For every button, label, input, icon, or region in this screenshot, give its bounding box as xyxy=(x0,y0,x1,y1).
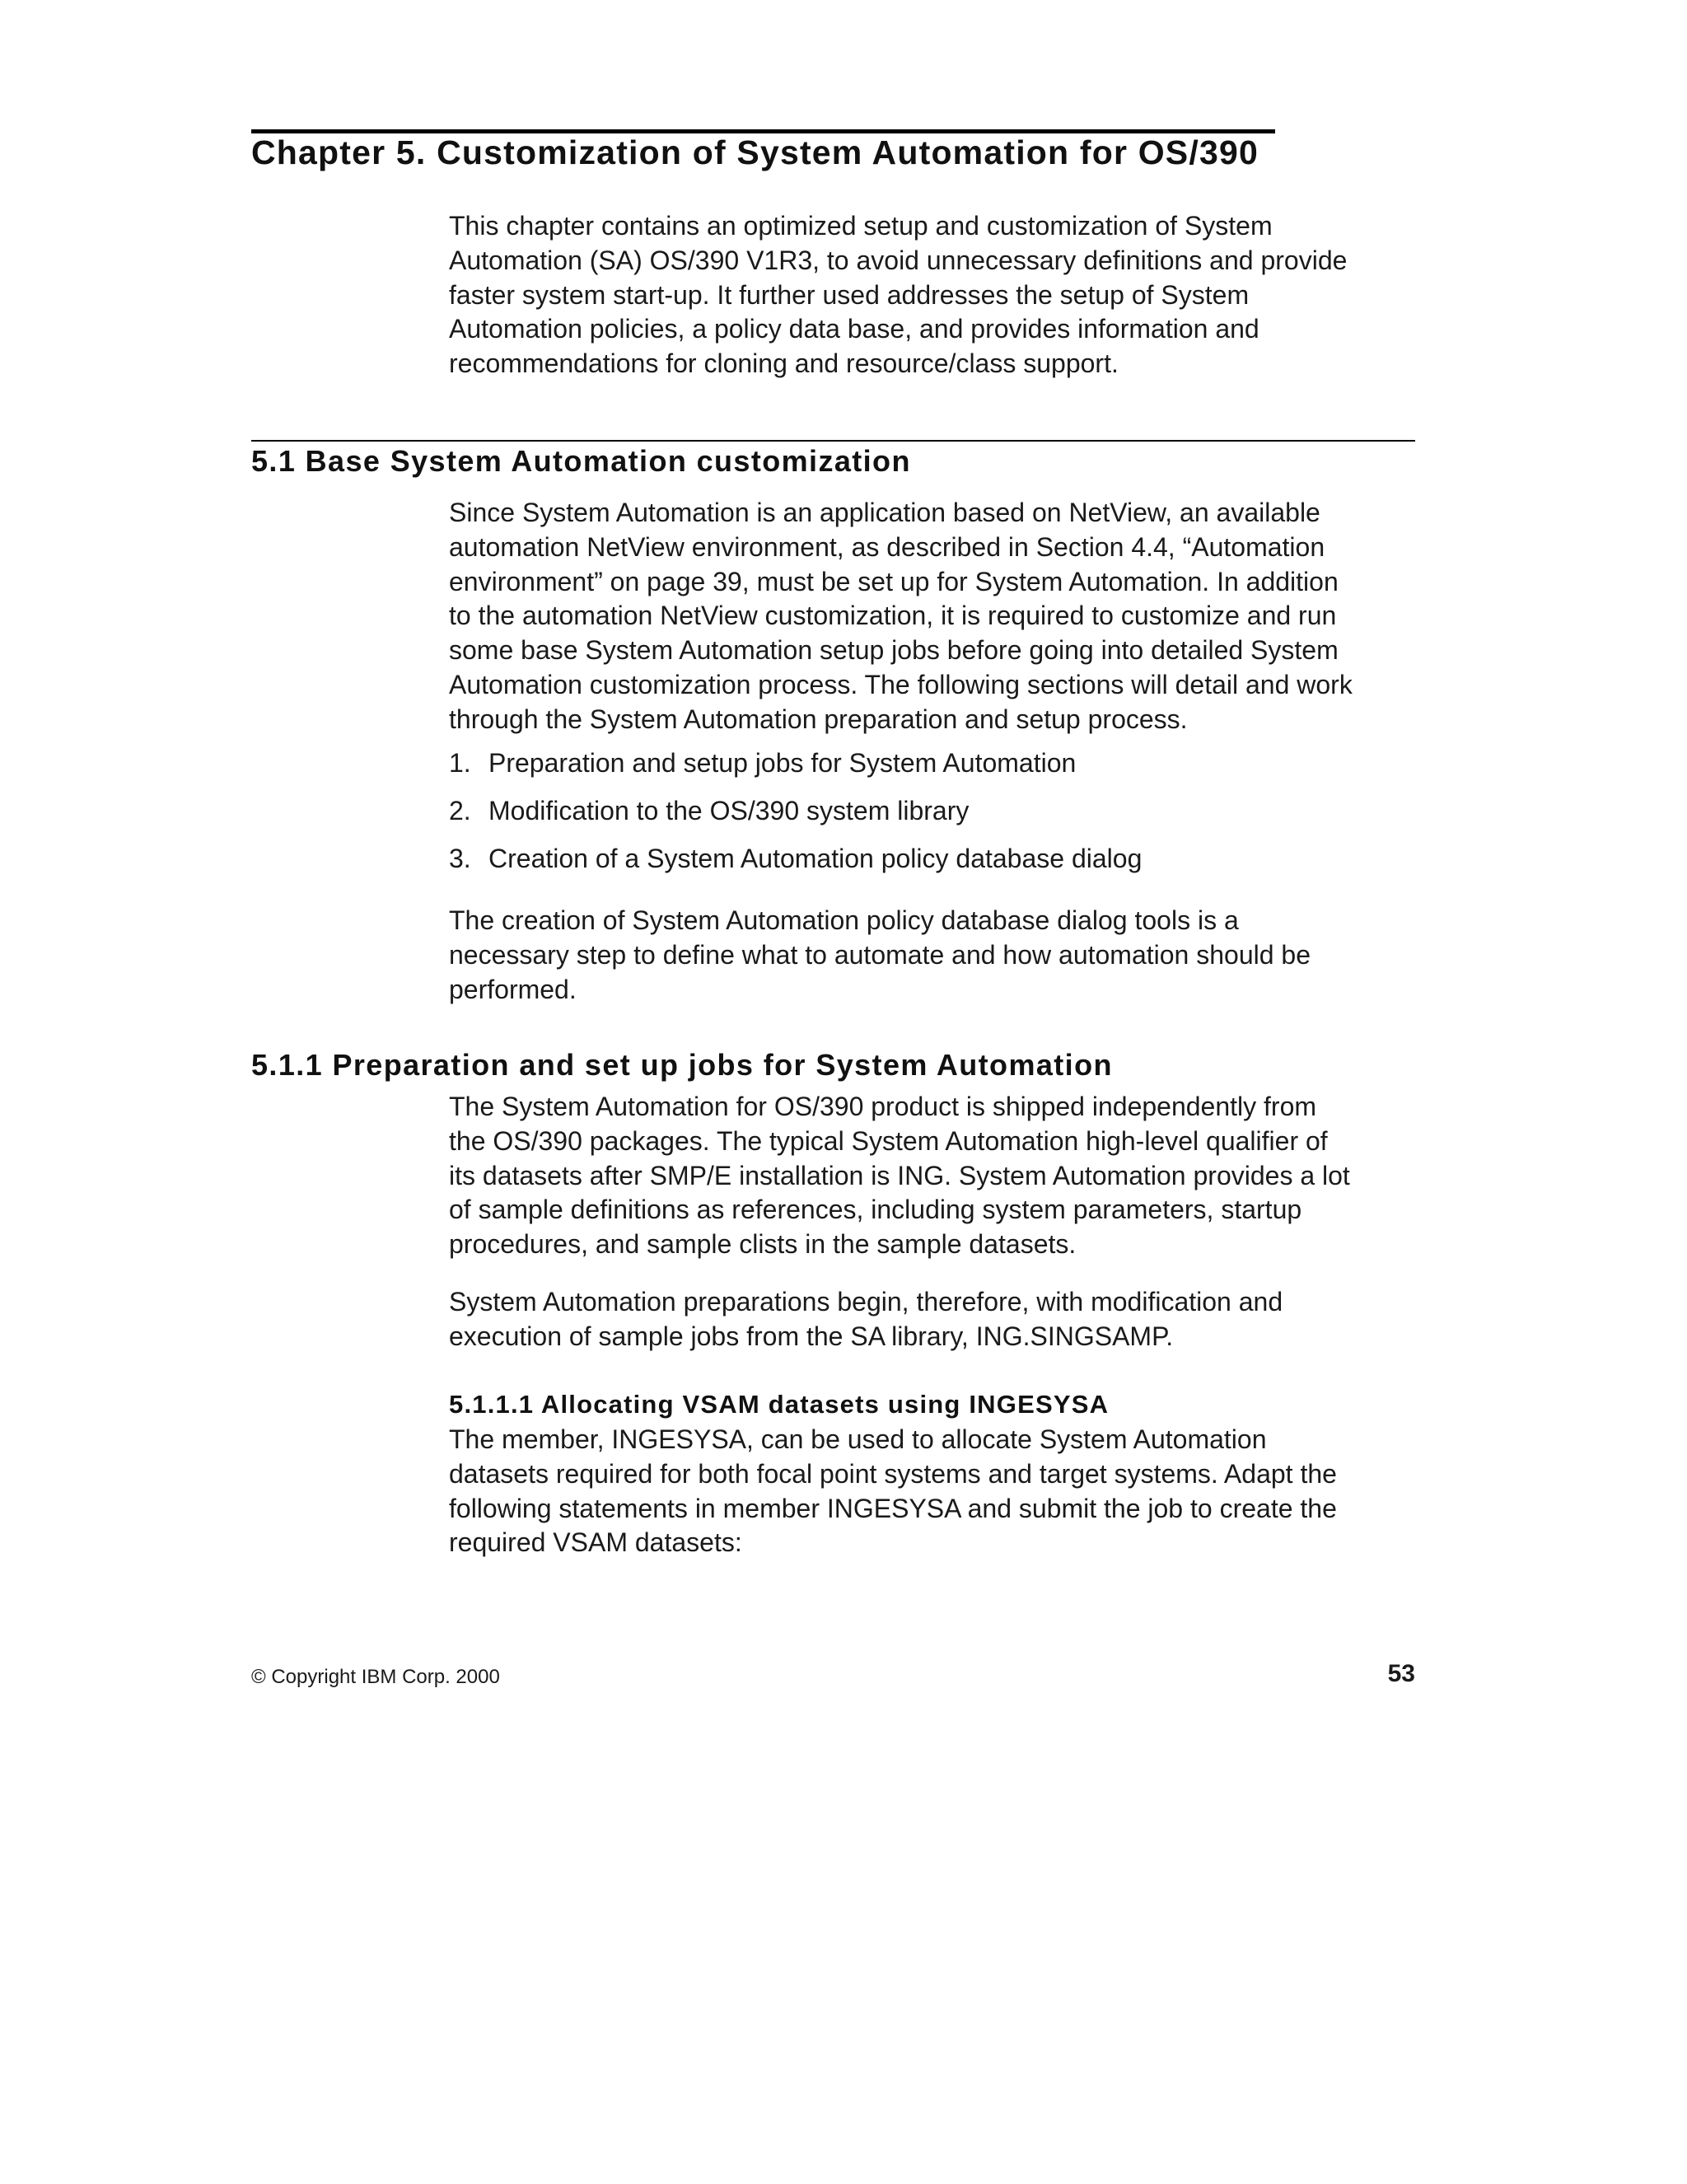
text-line: The creation of System Automation policy database dialog tools is a xyxy=(449,905,1239,935)
section-5-1-1-heading: 5.1.1 Preparation and set up jobs for System Automation xyxy=(251,1048,1113,1082)
text-line: necessary step to define what to automate and how automation should be xyxy=(449,939,1311,970)
text-line: Since System Automation is an application based on NetView, an available xyxy=(449,498,1320,527)
text-line: Automation customization process. The following sections will detail and work xyxy=(449,669,1353,699)
section-5-1-heading: 5.1 Base System Automation customization xyxy=(251,444,911,478)
text-line: to the automation NetView customization, it is required to customize and run xyxy=(449,601,1337,631)
section-5-1-paragraph-1 xyxy=(449,496,1437,737)
text-line: some base System Automation setup jobs before going into detailed System xyxy=(449,635,1339,666)
text-line: environment” on page 39, must be set up for System Automation. In addition xyxy=(449,566,1339,596)
text-line: faster system start-up. It further used addresses the setup of System xyxy=(449,279,1250,310)
text-line: required VSAM datasets: xyxy=(449,1527,742,1558)
list-number: 3. xyxy=(449,844,471,873)
text-line: recommendations for cloning and resource/class support. xyxy=(449,348,1119,379)
chapter-intro-paragraph xyxy=(449,209,1437,381)
chapter-title: Chapter 5. Customization of System Automation for OS/390 xyxy=(251,133,1259,171)
list-number: 1. xyxy=(449,748,471,778)
section-5-1-1-paragraph-1 xyxy=(449,1090,1437,1262)
text-line: performed. xyxy=(449,974,577,1004)
text-line: its datasets after SMP/E installation is ING. System Automation provides a lot xyxy=(449,1160,1350,1190)
list-item xyxy=(449,746,1076,781)
list-text: Modification to the OS/390 system library xyxy=(488,796,970,825)
text-line: execution of sample jobs from the SA library, ING.SINGSAMP. xyxy=(449,1321,1174,1351)
page-number: 53 xyxy=(1387,1660,1415,1687)
text-line: procedures, and sample clists in the sample datasets. xyxy=(449,1229,1077,1260)
text-line: automation NetView environment, as described in Section 4.4, “Automation xyxy=(449,531,1325,562)
section-rule xyxy=(251,440,1415,442)
section-5-1-1-1-paragraph xyxy=(449,1423,1437,1560)
section-5-1-1-paragraph-2 xyxy=(449,1285,1437,1354)
list-item xyxy=(449,842,1142,877)
text-line: The System Automation for OS/390 product is shipped independently from xyxy=(449,1092,1317,1121)
text-line: Automation (SA) OS/390 V1R3, to avoid unnecessary definitions and provide xyxy=(449,245,1348,275)
text-line: Automation policies, a policy data base, and provides information and xyxy=(449,314,1259,344)
text-line: through the System Automation preparation and setup process. xyxy=(449,704,1188,734)
text-line: following statements in member INGESYSA and submit the job to create the xyxy=(449,1493,1337,1523)
text-line: System Automation preparations begin, therefore, with modification and xyxy=(449,1287,1283,1316)
list-number: 2. xyxy=(449,796,471,825)
list-item xyxy=(449,794,969,829)
section-5-1-1-1-heading: 5.1.1.1 Allocating VSAM datasets using INGESYSA xyxy=(449,1390,1110,1419)
list-text: Creation of a System Automation policy database dialog xyxy=(488,844,1143,873)
text-line: of sample definitions as references, including system parameters, startup xyxy=(449,1195,1302,1225)
text-line: This chapter contains an optimized setup and customization of System xyxy=(449,211,1273,241)
text-line: The member, INGESYSA, can be used to allocate System Automation xyxy=(449,1424,1267,1454)
section-5-1-paragraph-2 xyxy=(449,904,1437,1007)
list-text: Preparation and setup jobs for System Automation xyxy=(488,748,1077,778)
text-line: datasets required for both focal point systems and target systems. Adapt the xyxy=(449,1458,1337,1489)
footer-copyright: © Copyright IBM Corp. 2000 xyxy=(251,1666,500,1688)
text-line: the OS/390 packages. The typical System Automation high-level qualifier of xyxy=(449,1125,1328,1156)
